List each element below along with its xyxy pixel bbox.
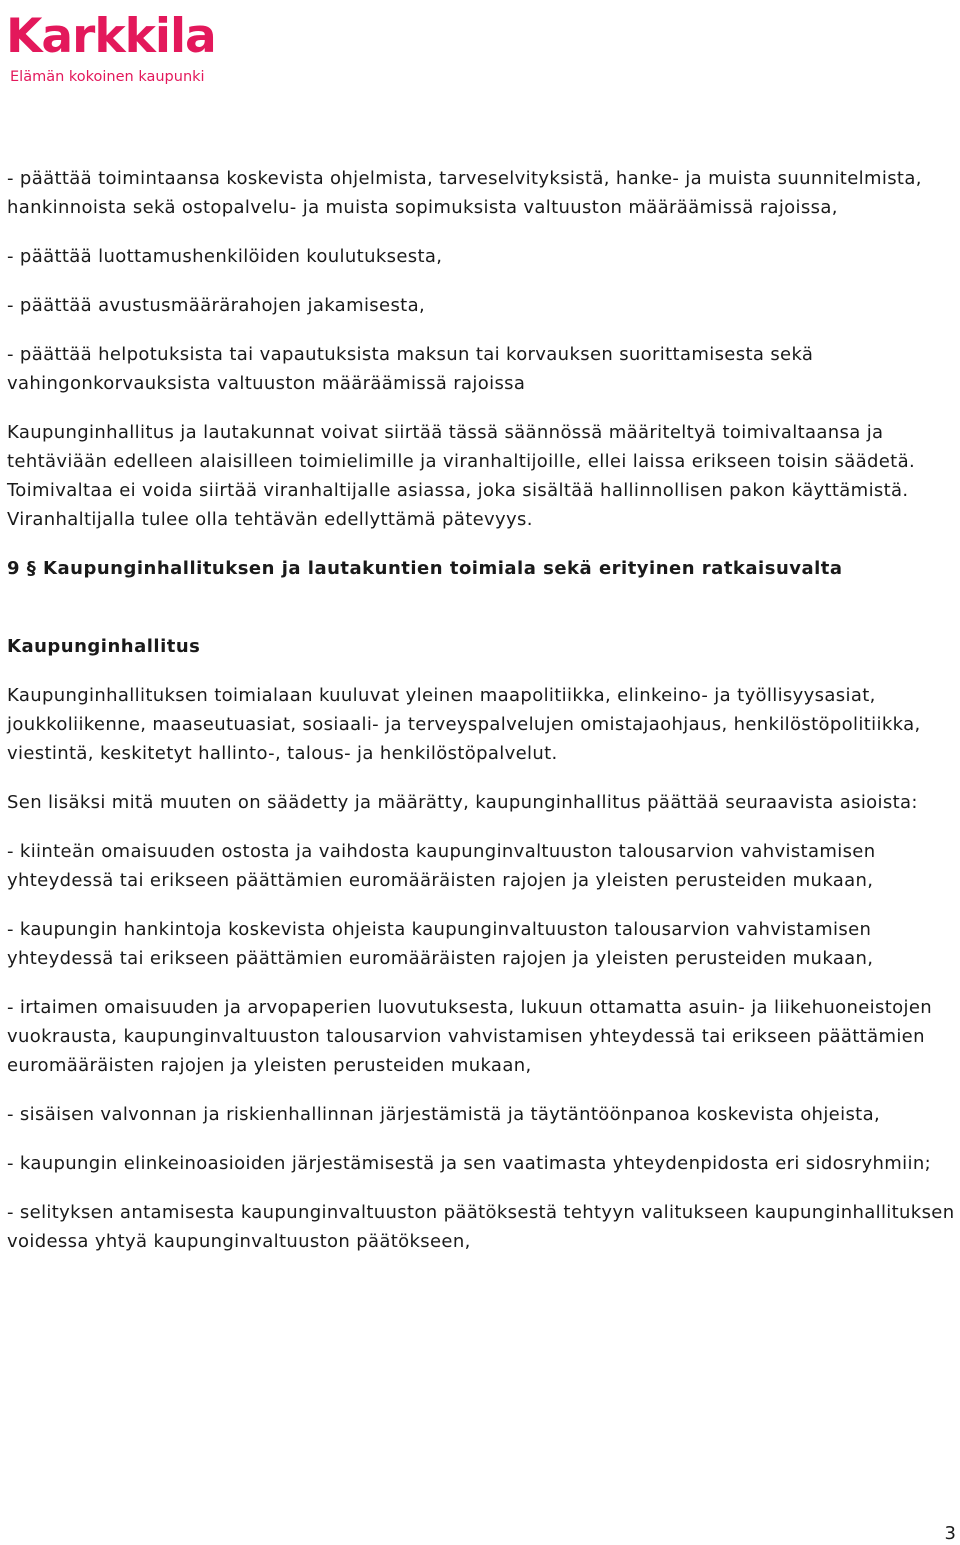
paragraph-toimivallan-siirto: Kaupunginhallitus ja lautakunnat voivat siirtää tässä säännössä määriteltyä toimivaltaansa ja tehtäviään edelleen alaisilleen toimielimille ja viranhaltijoille, ellei laissa erikseen toisin säädetä. Toimivaltaa ei voida siirtää viranhaltijalle asiassa, joka sisältää hallinnollisen pakon käyttämistä. Viranhaltijalla tulee olla tehtävän edellyttämä pätevyys. xyxy=(7,422,916,530)
list-item-selitys: - selityksen antamisesta kaupunginvaltuuston päätöksestä tehtyyn valitukseen kaupunginhallituksen voidessa yhtyä kaupunginvaltuuston päätökseen, xyxy=(7,1202,955,1252)
list-item-kiintea-omaisuus: - kiinteän omaisuuden ostosta ja vaihdosta kaupunginvaltuuston talousarvion vahvistamisen yhteydessä tai erikseen päättämien euromääräisten rajojen ja yleisten perusteiden mukaan, xyxy=(7,841,876,891)
logo-wordmark: Karkkila xyxy=(6,9,216,64)
list-item-sisainen-valvonta: - sisäisen valvonnan ja riskienhallinnan järjestämistä ja täytäntöönpanoa koskevista ohjeista, xyxy=(7,1104,881,1125)
list-item-hankinnat: - kaupungin hankintoja koskevista ohjeista kaupunginvaltuuston talousarvion vahvistamisen yhteydessä tai erikseen päättämien euromääräisten rajojen ja yleisten perusteiden mukaan, xyxy=(7,919,874,969)
subheading-kaupunginhallitus: Kaupunginhallitus xyxy=(7,636,201,657)
paragraph-helpotukset: - päättää helpotuksista tai vapautuksista maksun tai korvauksen suorittamisesta sekä vahingonkorvauksista valtuuston määräämissä rajoissa xyxy=(7,344,814,394)
page-number: 3 xyxy=(944,1523,956,1544)
paragraph-toimiala: Kaupunginhallituksen toimialaan kuuluvat yleinen maapolitiikka, elinkeino- ja työllisyysasiat, joukkoliikenne, maaseutuasiat, sosiaali- ja terveyspalvelujen omistajaohjaus, henkilöstöpolitiikka, viestintä, keskitetyt hallinto-, talous- ja henkilöstöpalvelut. xyxy=(7,685,921,764)
paragraph-koulutus: - päättää luottamushenkilöiden koulutuksesta, xyxy=(7,246,443,267)
paragraph-ratkaisuvalta-intro: Sen lisäksi mitä muuten on säädetty ja määrätty, kaupunginhallitus päättää seuraavista asioista: xyxy=(7,792,918,813)
logo-tagline: Elämän kokoinen kaupunki xyxy=(10,69,205,85)
section-heading: 9 § Kaupunginhallituksen ja lautakuntien toimiala sekä erityinen ratkaisuvalta xyxy=(7,558,843,579)
document-body xyxy=(7,164,957,1256)
paragraph-avustukset: - päättää avustusmäärärahojen jakamisesta, xyxy=(7,295,426,316)
list-item-irtain-omaisuus: - irtaimen omaisuuden ja arvopaperien luovutuksesta, lukuun ottamatta asuin- ja liikehuoneistojen vuokrausta, kaupunginvaltuuston talousarvion vahvistamisen yhteydessä tai erikseen päättämien euromääräisten rajojen ja yleisten perusteiden mukaan, xyxy=(7,997,933,1076)
list-item-elinkeinoasiat: - kaupungin elinkeinoasioiden järjestämisestä ja sen vaatimasta yhteydenpidosta eri sidosryhmiin; xyxy=(7,1153,931,1174)
karkkila-logo xyxy=(6,6,246,88)
paragraph-toimintaohjelmat: - päättää toimintaansa koskevista ohjelmista, tarveselvityksistä, hanke- ja muista suunnitelmista, hankinnoista sekä ostopalvelu- ja muista sopimuksista valtuuston määräämissä rajoissa, xyxy=(7,168,922,218)
